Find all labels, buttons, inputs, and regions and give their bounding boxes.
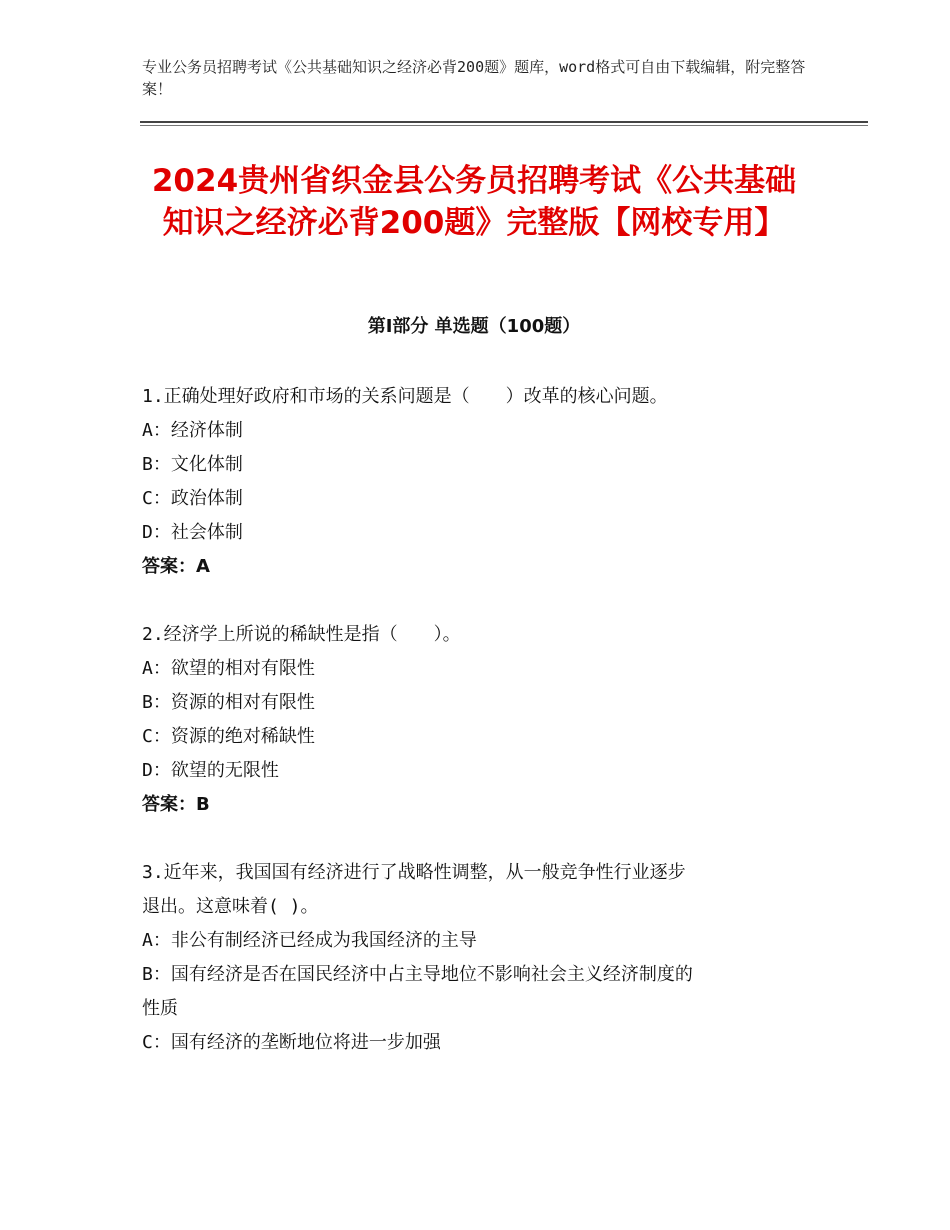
section-heading: 第I部分 单选题（100题）	[367, 316, 581, 337]
question-stem: 2.经济学上所说的稀缺性是指（ ）。	[142, 624, 461, 645]
question-stem-line-2: 退出。这意味着( )。	[142, 896, 319, 917]
header-note: 专业公务员招聘考试《公共基础知识之经济必背200题》题库，word格式可自由下载编辑，附完整答案！	[142, 58, 806, 98]
answer: 答案：A	[142, 556, 210, 577]
answer: 答案：B	[142, 794, 210, 815]
question-stem-line-1: 3.近年来，我国国有经济进行了战略性调整，从一般竞争性行业逐步	[142, 862, 686, 883]
option-c: C：国有经济的垄断地位将进一步加强	[142, 1032, 441, 1053]
option-a: A：经济体制	[142, 420, 243, 441]
option-c: C：资源的绝对稀缺性	[142, 726, 315, 747]
option-b: B：文化体制	[142, 454, 243, 475]
question-2	[142, 618, 822, 822]
question-1	[142, 380, 822, 584]
option-b: B：资源的相对有限性	[142, 692, 315, 713]
option-d: D：社会体制	[142, 522, 243, 543]
question-stem: 1.正确处理好政府和市场的关系问题是（ ）改革的核心问题。	[142, 386, 668, 407]
option-a: A：欲望的相对有限性	[142, 658, 315, 679]
option-a: A：非公有制经济已经成为我国经济的主导	[142, 930, 477, 951]
option-d: D：欲望的无限性	[142, 760, 279, 781]
option-b-line-2: 性质	[142, 998, 178, 1019]
option-b-line-1: B：国有经济是否在国民经济中占主导地位不影响社会主义经济制度的	[142, 964, 693, 985]
document-title: 2024贵州省织金县公务员招聘考试《公共基础知识之经济必背200题》完整版【网校专用】	[151, 163, 797, 241]
question-3	[142, 856, 822, 1060]
header-divider	[140, 121, 868, 123]
option-c: C：政治体制	[142, 488, 243, 509]
header-divider-thin	[140, 125, 868, 126]
